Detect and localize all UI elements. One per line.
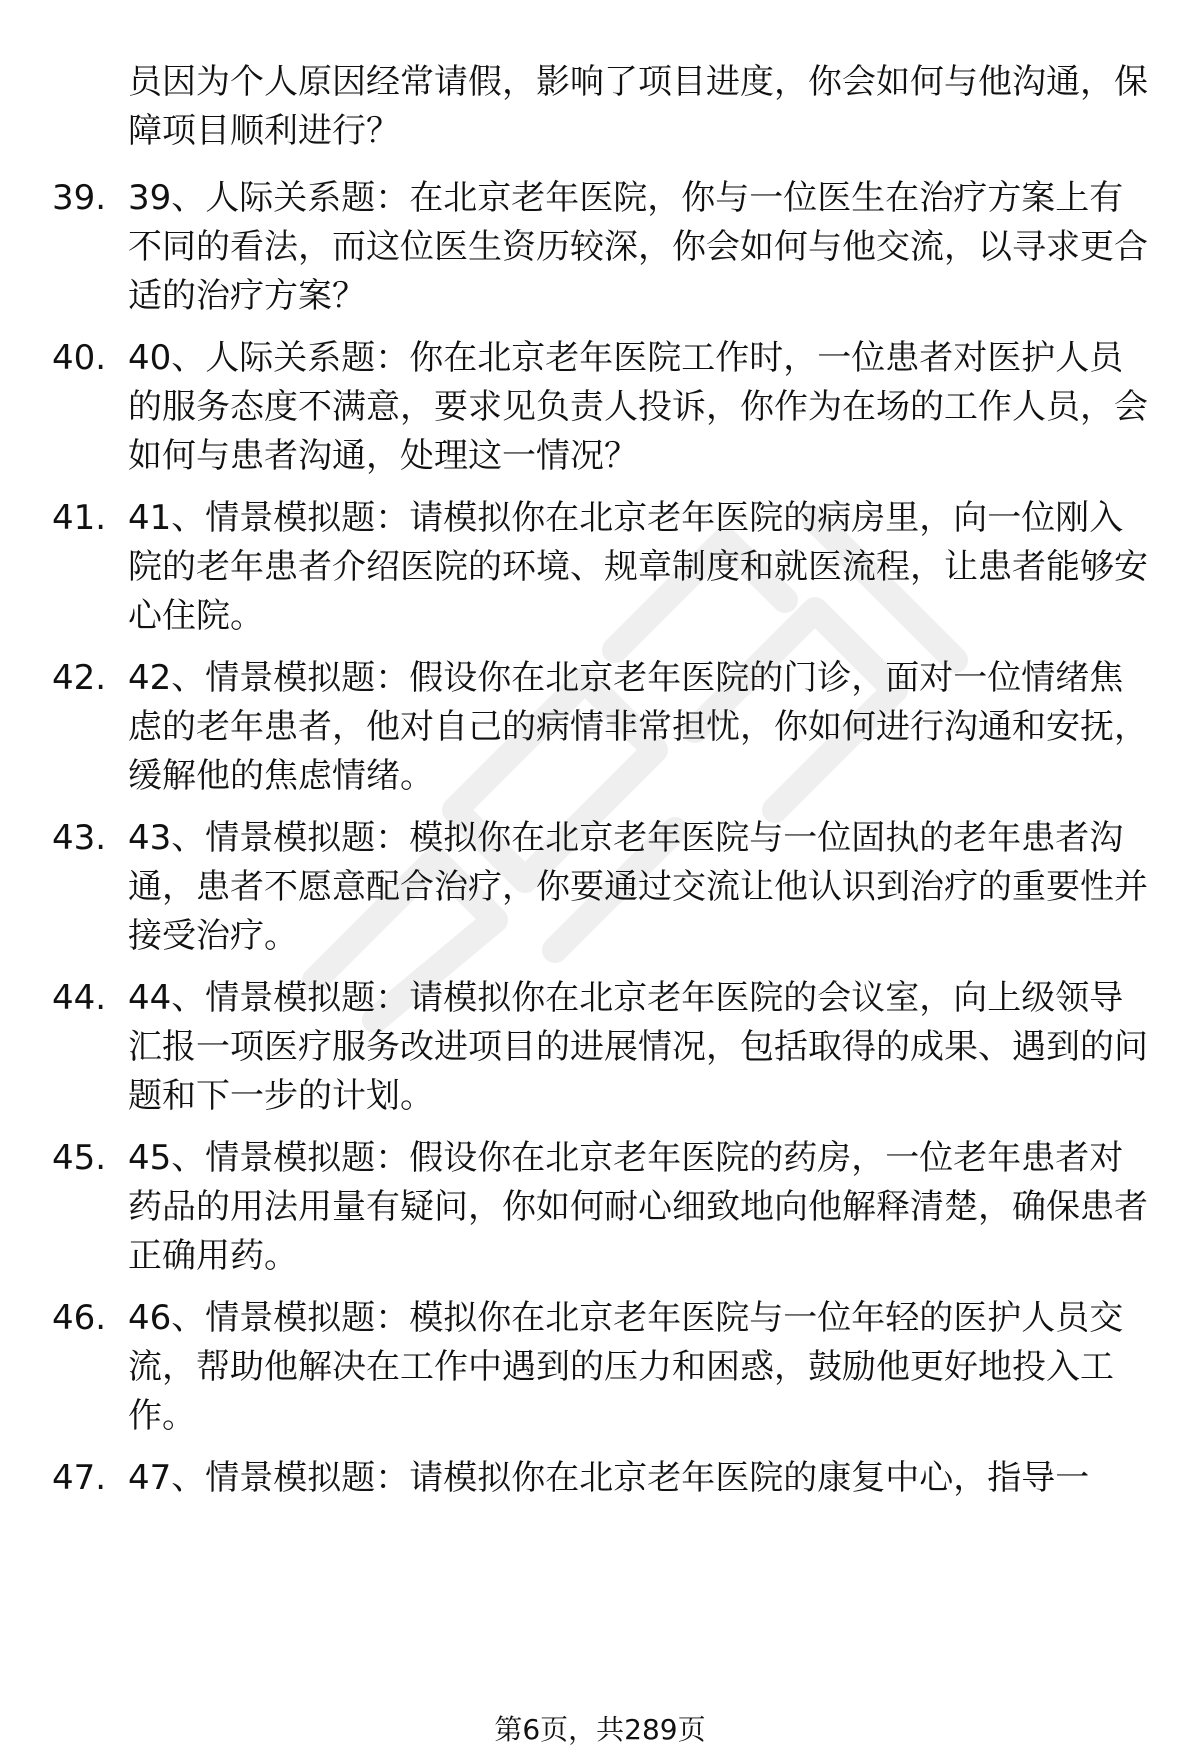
item-text: 41、情景模拟题：请模拟你在北京老年医院的病房里，向一位刚入院的老年患者介绍医院的环境、规章制度和就医流程，让患者能够安心住院。 (128, 498, 1148, 636)
item-text: 45、情景模拟题：假设你在北京老年医院的药房，一位老年患者对药品的用法用量有疑问，你如何耐心细致地向他解释清楚，确保患者正确用药。 (128, 1138, 1148, 1276)
item-text: 39、人际关系题：在北京老年医院，你与一位医生在治疗方案上有不同的看法，而这位医生资历较深，你会如何与他交流，以寻求更合适的治疗方案？ (128, 178, 1148, 316)
page-footer: 第6页，共289页 (494, 1713, 706, 1746)
item-number: 43. (52, 818, 107, 858)
item-text: 47、情景模拟题：请模拟你在北京老年医院的康复中心，指导一 (128, 1458, 1090, 1498)
item-text: 43、情景模拟题：模拟你在北京老年医院与一位固执的老年患者沟通，患者不愿意配合治疗，你要通过交流让他认识到治疗的重要性并接受治疗。 (128, 818, 1148, 956)
item-text: 42、情景模拟题：假设你在北京老年医院的门诊，面对一位情绪焦虑的老年患者，他对自己的病情非常担忧，你如何进行沟通和安抚，缓解他的焦虑情绪。 (128, 658, 1148, 796)
item-text: 40、人际关系题：你在北京老年医院工作时，一位患者对医护人员的服务态度不满意，要求见负责人投诉，你作为在场的工作人员，会如何与患者沟通，处理这一情况？ (128, 338, 1148, 476)
item-number: 40. (52, 338, 107, 378)
item-number: 45. (52, 1138, 107, 1178)
item-number: 42. (52, 658, 107, 698)
item-text: 44、情景模拟题：请模拟你在北京老年医院的会议室，向上级领导汇报一项医疗服务改进项目的进展情况，包括取得的成果、遇到的问题和下一步的计划。 (128, 978, 1148, 1116)
item-number: 39. (52, 178, 107, 218)
continuation-text: 员因为个人原因经常请假，影响了项目进度，你会如何与他沟通，保障项目顺利进行？ (128, 62, 1148, 151)
item-number: 41. (52, 498, 107, 538)
item-number: 47. (52, 1458, 107, 1498)
item-text: 46、情景模拟题：模拟你在北京老年医院与一位年轻的医护人员交流，帮助他解决在工作中遇到的压力和困惑，鼓励他更好地投入工作。 (128, 1298, 1124, 1436)
item-number: 46. (52, 1298, 107, 1338)
item-number: 44. (52, 978, 107, 1018)
